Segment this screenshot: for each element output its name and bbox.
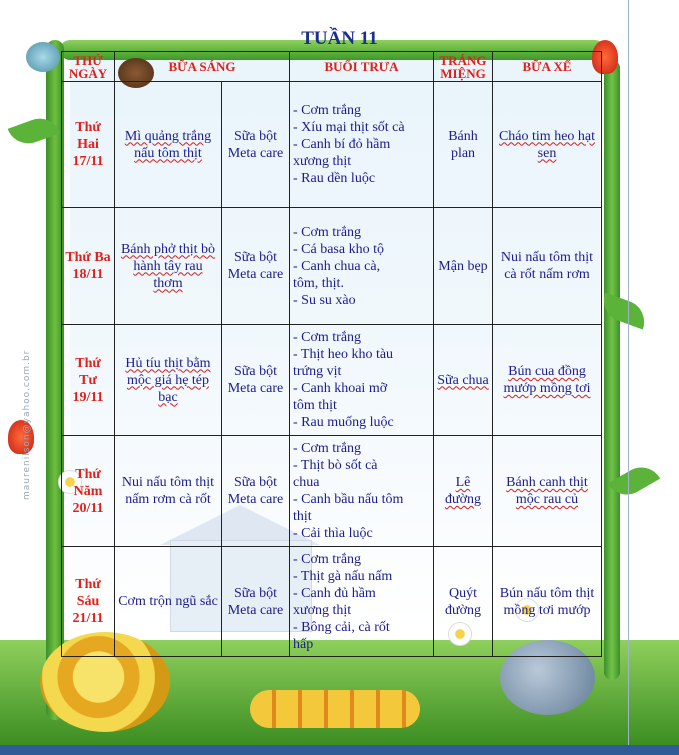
header-lunch: BUỔI TRƯA: [290, 52, 434, 82]
table-row: [62, 82, 602, 208]
table-row: [62, 436, 602, 547]
lunch-cell: [290, 325, 434, 436]
day-cell: Thứ Ba 18/11: [62, 208, 115, 325]
afternoon-snack-cell: Nui nấu tôm thịt cà rốt nấm rơm: [493, 208, 602, 325]
watermark-text: maurenilson@yahoo.com.br: [22, 349, 32, 500]
table-row: [62, 325, 602, 436]
lunch-line: tôm thịt: [293, 398, 337, 413]
milk-cell: Sữa bột Meta care: [222, 436, 290, 547]
lunch-cell: [290, 547, 434, 657]
caterpillar-decoration: [250, 690, 420, 728]
day-cell: Thứ Sáu 21/11: [62, 547, 115, 657]
dessert-cell: Mận bẹp: [434, 208, 493, 325]
milk-cell: Sữa bột Meta care: [222, 325, 290, 436]
lunch-cell: [290, 436, 434, 547]
right-stem-decoration: [604, 60, 620, 680]
lunch-line: - Cơm trắng: [293, 441, 362, 456]
lunch-line: - Canh bầu nấu tôm: [293, 492, 404, 507]
weekly-menu-table: [61, 51, 602, 657]
dessert-cell: Lê đường: [434, 436, 493, 547]
breakfast-cell: Mì quảng trắng nấu tôm thịt: [115, 82, 222, 208]
page-edge: [628, 0, 629, 745]
lunch-line: - Cơm trắng: [293, 224, 362, 240]
day-cell: Thứ Năm 20/11: [62, 436, 115, 547]
lunch-line: - Canh khoai mỡ: [293, 381, 388, 396]
lunch-line: - Cơm trắng: [293, 330, 362, 345]
lunch-line: - Thịt gà nấu nấm: [293, 568, 393, 584]
lunch-line: - Rau dền luộc: [293, 171, 376, 186]
afternoon-snack-cell: Bánh canh thịt mộc rau củ: [493, 436, 602, 547]
lunch-line: tôm, thịt.: [293, 275, 344, 291]
lunch-line: - Bông cải, cà rốt: [293, 619, 390, 635]
lunch-line: trứng vịt: [293, 364, 342, 379]
afternoon-snack-cell: Bún cua đồng mướp mồng tơi: [493, 325, 602, 436]
breakfast-cell: Bánh phở thịt bò hành tây rau thơm: [115, 208, 222, 325]
lunch-line: - Cơm trắng: [293, 103, 362, 118]
lunch-line: hấp: [293, 636, 314, 652]
lunch-line: chua: [293, 475, 320, 490]
day-cell: Thứ Tư 19/11: [62, 325, 115, 436]
afternoon-snack-cell: Cháo tim heo hạt sen: [493, 82, 602, 208]
lunch-line: - Rau muống luộc: [293, 415, 394, 430]
lunch-line: - Cá basa kho tộ: [293, 241, 384, 257]
header-day: THỨ NGÀY: [62, 52, 115, 82]
dessert-cell: Bánh plan: [434, 82, 493, 208]
lunch-cell: [290, 208, 434, 325]
table-row: [62, 547, 602, 657]
header-afternoon-snack: BỮA XẾ: [493, 52, 602, 82]
day-cell: Thứ Hai 17/11: [62, 82, 115, 208]
lunch-line: xương thịt: [293, 154, 352, 169]
lunch-line: - Thịt heo kho tàu: [293, 347, 394, 362]
lunch-line: xương thịt: [293, 602, 352, 618]
dessert-cell: Quýt đường: [434, 547, 493, 657]
breakfast-cell: Hủ tíu thịt bằm mộc giá hẹ tép bạc: [115, 325, 222, 436]
lunch-cell: [290, 82, 434, 208]
afternoon-snack-cell: Bún nấu tôm thịt mồng tơi mướp: [493, 547, 602, 657]
dessert-cell: Sữa chua: [434, 325, 493, 436]
milk-cell: Sữa bột Meta care: [222, 547, 290, 657]
milk-cell: Sữa bột Meta care: [222, 82, 290, 208]
lunch-line: - Canh bí đỏ hầm: [293, 137, 391, 152]
header-dessert: TRÁNG MIỆNG: [434, 52, 493, 82]
lunch-line: thịt: [293, 509, 312, 524]
lunch-line: - Cải thìa luộc: [293, 526, 373, 541]
milk-cell: Sữa bột Meta care: [222, 208, 290, 325]
lunch-line: - Canh chua cà,: [293, 258, 381, 274]
lunch-line: - Su su xào: [293, 292, 356, 308]
lunch-line: - Thịt bò sốt cà: [293, 458, 378, 473]
header-breakfast: BỮA SÁNG: [115, 52, 290, 82]
header-row: [62, 52, 602, 82]
breakfast-cell: Cơm trộn ngũ sắc: [115, 547, 222, 657]
lunch-line: - Xíu mại thịt sốt cà: [293, 120, 405, 135]
table-row: [62, 208, 602, 325]
bottom-bar: [0, 745, 679, 755]
lunch-line: - Canh đủ hầm: [293, 585, 376, 601]
lunch-line: - Cơm trắng: [293, 551, 362, 567]
page-title: TUẦN 11: [301, 28, 378, 49]
breakfast-cell: Nui nấu tôm thịt nấm rơm cà rốt: [115, 436, 222, 547]
